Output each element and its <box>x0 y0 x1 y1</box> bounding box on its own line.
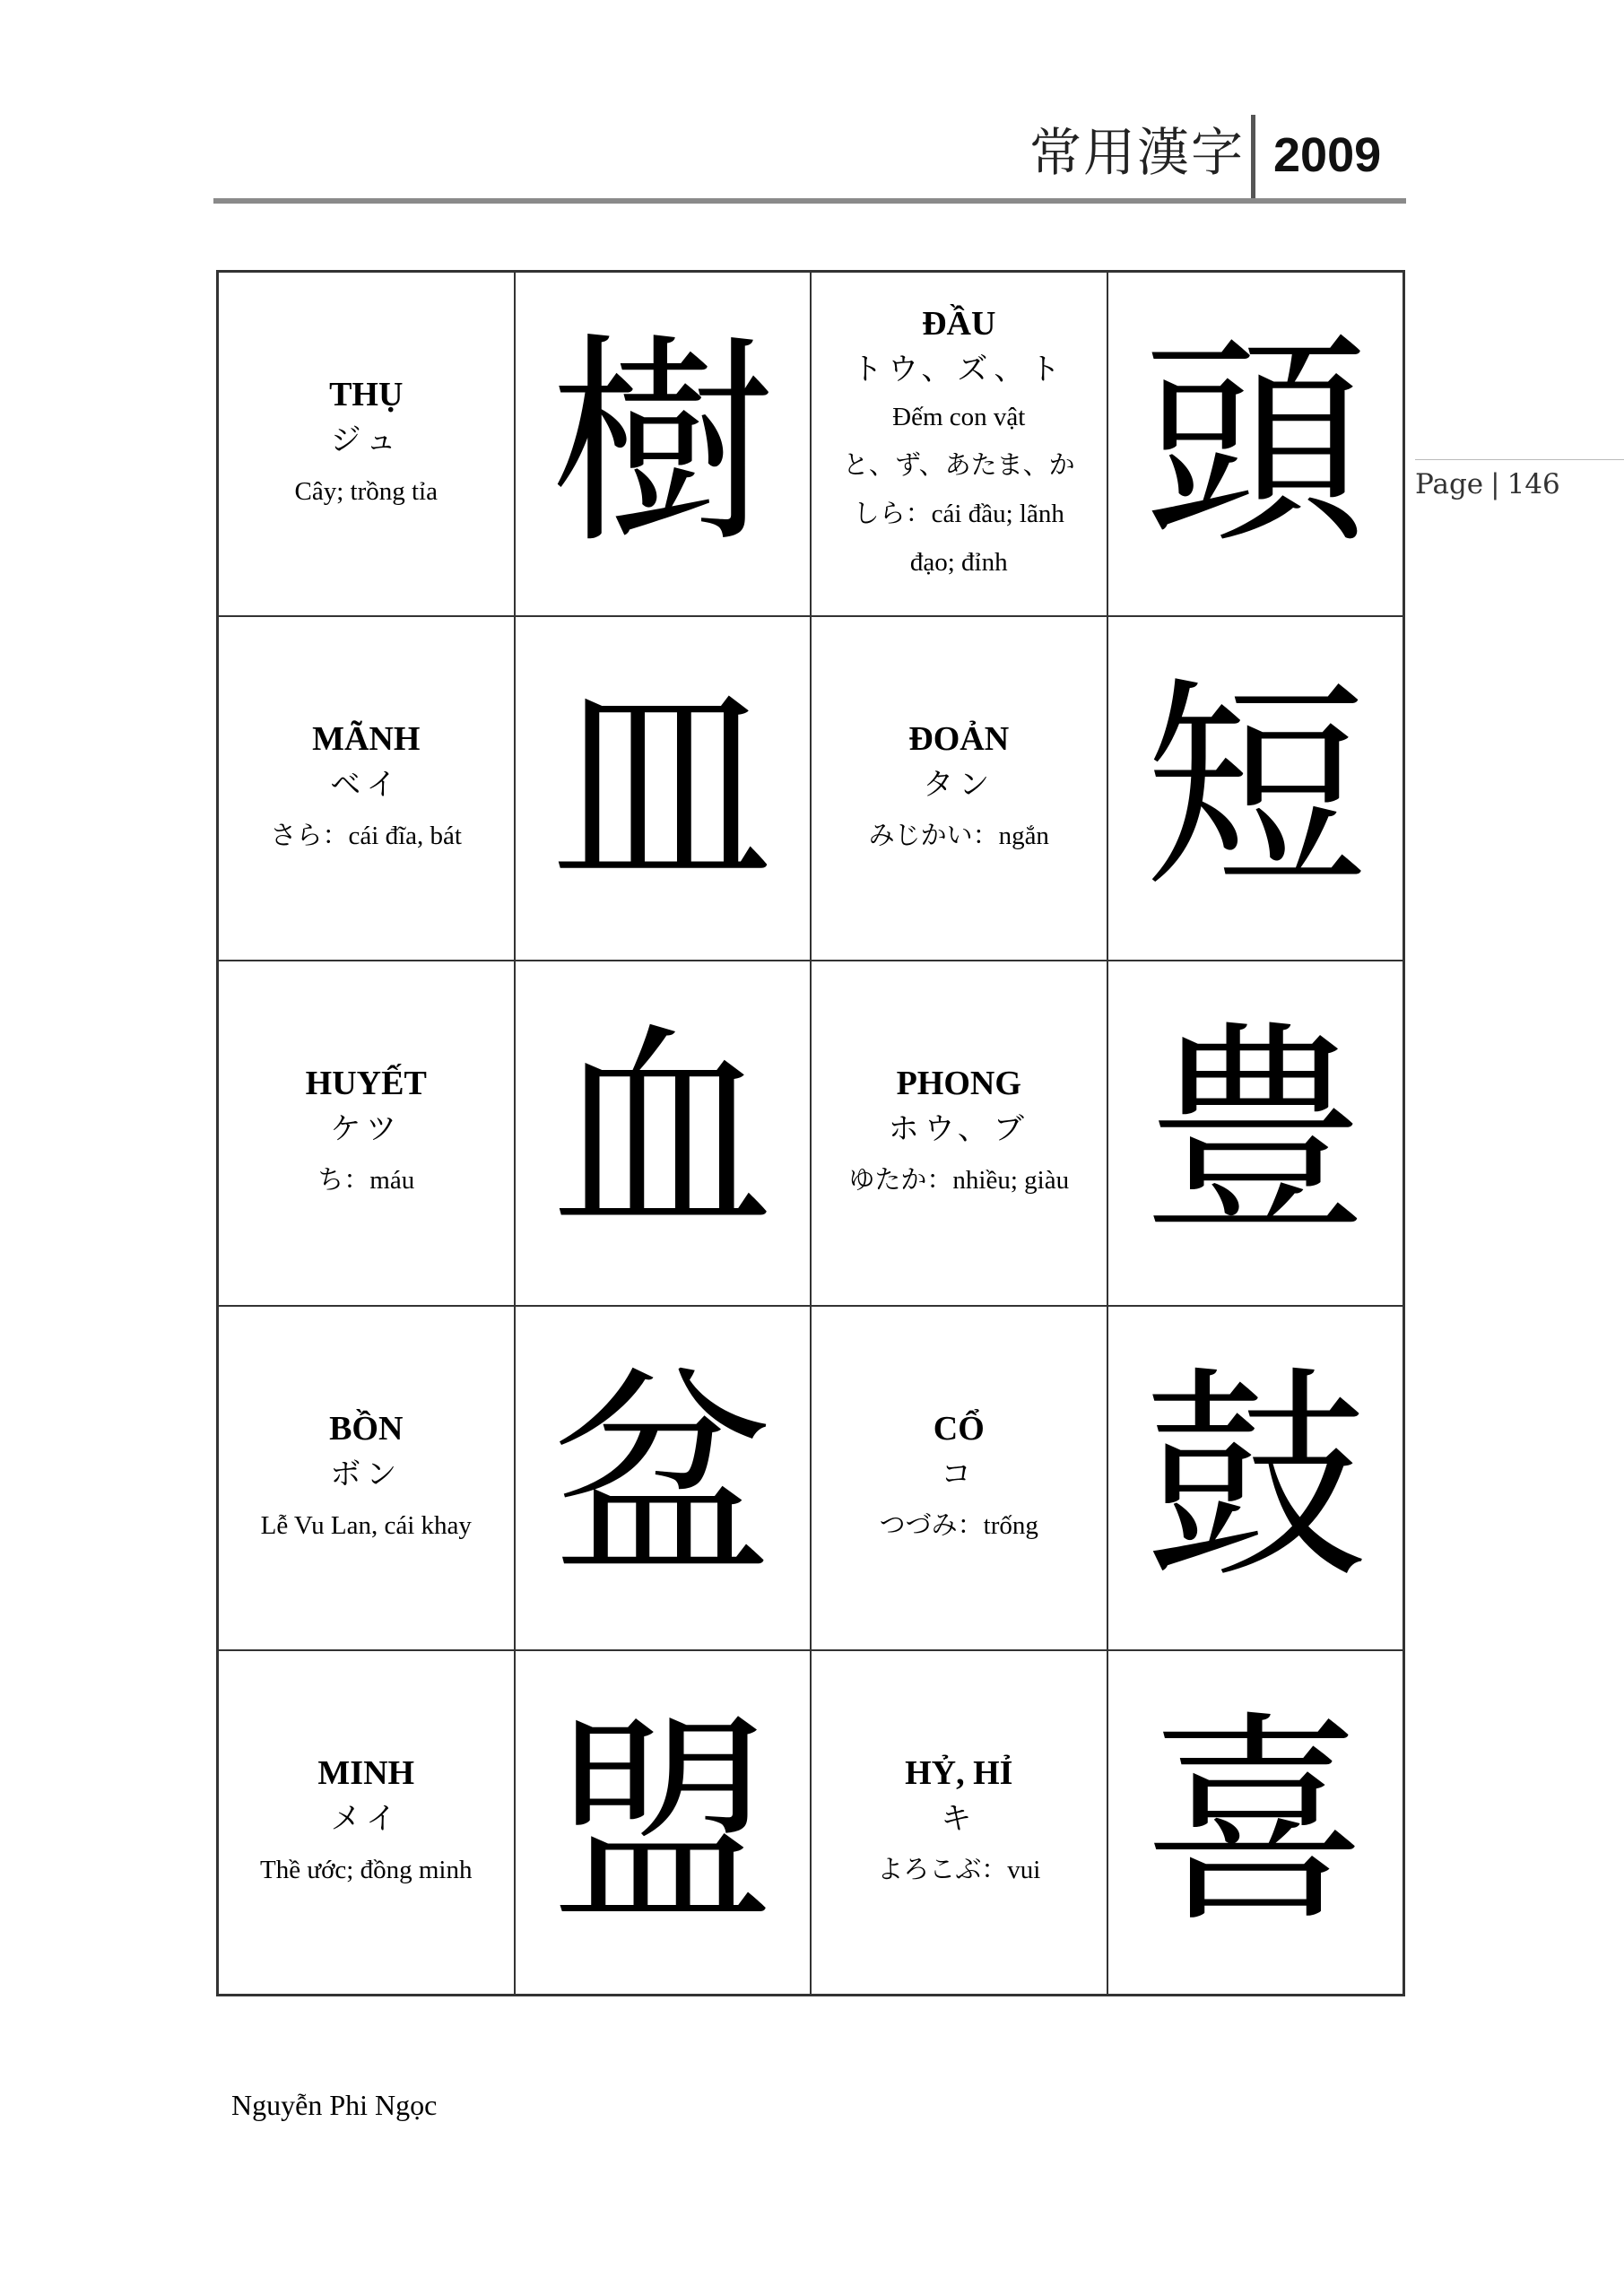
meaning-line: しら：cái đầu; lãnh <box>853 500 1064 529</box>
sino-vietnamese-reading: ĐOẢN <box>908 720 1010 759</box>
page-number <box>1415 466 1560 502</box>
onyomi-reading: ベイ <box>330 767 403 804</box>
kanji-info-cell <box>811 616 1107 961</box>
kanji-glyph-cell <box>1107 1306 1404 1650</box>
kanji-info-cell <box>811 272 1107 616</box>
onyomi-reading: タン <box>923 767 995 804</box>
meaning-line: みじかい：ngắn <box>868 822 1049 851</box>
onyomi-reading: ケツ <box>330 1111 403 1148</box>
kanji-glyph-cell <box>515 616 812 961</box>
sino-vietnamese-reading: PHONG <box>896 1065 1021 1103</box>
onyomi-reading: ホウ、ブ <box>888 1111 1029 1148</box>
page-separator: | <box>1490 468 1500 500</box>
kanji-character: 血 <box>550 1002 775 1264</box>
onyomi-reading: コ <box>941 1456 977 1492</box>
header-rule <box>213 198 1406 204</box>
kanji-grid <box>216 270 1405 1996</box>
sino-vietnamese-reading: BỒN <box>329 1409 404 1448</box>
sino-vietnamese-reading: MINH <box>317 1753 415 1792</box>
page-tab-rule <box>1415 459 1624 460</box>
kanji-info-cell <box>218 1650 515 1995</box>
kanji-character: 豊 <box>1142 1002 1368 1264</box>
meaning-line: つづみ：trống <box>879 1510 1038 1540</box>
kanji-glyph-cell <box>515 1650 812 1995</box>
kanji-character: 盟 <box>550 1691 775 1952</box>
meaning-line: ち：máu <box>317 1166 415 1196</box>
onyomi-reading: メイ <box>330 1800 402 1837</box>
meaning-line: ゆたか：nhiều; giàu <box>848 1166 1070 1196</box>
footer-author: Nguyễn Phi Ngọc <box>231 2089 438 2121</box>
kanji-glyph-cell <box>515 1306 812 1650</box>
page-label: Page <box>1415 468 1484 500</box>
kanji-info-cell <box>218 272 515 616</box>
kanji-glyph-cell <box>1107 616 1404 961</box>
kanji-info-cell <box>218 1306 515 1650</box>
onyomi-reading: ジュ <box>330 422 402 459</box>
kanji-character: 皿 <box>550 657 775 919</box>
kanji-character: 樹 <box>550 313 775 575</box>
kanji-character: 短 <box>1142 657 1368 919</box>
sino-vietnamese-reading: HUYẾT <box>305 1065 427 1103</box>
kanji-character: 頭 <box>1142 313 1368 575</box>
kanji-info-cell <box>811 1306 1107 1650</box>
onyomi-reading: トウ、ズ、ト <box>852 352 1066 388</box>
kanji-glyph-cell <box>515 272 812 616</box>
page-header <box>215 115 1404 201</box>
kanji-character: 喜 <box>1142 1691 1368 1952</box>
kanji-glyph-cell <box>1107 272 1404 616</box>
header-year: 2009 <box>1273 128 1382 182</box>
meaning-line: さら：cái đĩa, bát <box>270 822 462 851</box>
sino-vietnamese-reading: MÃNH <box>312 720 421 759</box>
page-number-value: 146 <box>1507 468 1560 500</box>
sino-vietnamese-reading: ĐẦU <box>922 305 996 344</box>
meaning-line: đạo; đỉnh <box>909 548 1008 578</box>
meaning-line: Đếm con vật <box>892 403 1026 432</box>
kanji-info-cell <box>811 961 1107 1305</box>
kanji-glyph-cell <box>1107 961 1404 1305</box>
header-separator <box>1251 115 1255 201</box>
meaning-line: Lễ Vu Lan, cái khay <box>260 1510 472 1540</box>
kanji-info-cell <box>218 616 515 961</box>
kanji-character: 盆 <box>550 1346 775 1608</box>
meaning-line: Cây; trồng tỉa <box>294 477 438 507</box>
header-title: 常用漢字 <box>1029 122 1245 183</box>
meaning-line: よろこぶ：vui <box>877 1855 1041 1884</box>
sino-vietnamese-reading: THỤ <box>329 376 404 414</box>
kanji-character: 鼓 <box>1142 1346 1368 1608</box>
page-number-tab <box>1415 459 1624 502</box>
kanji-glyph-cell <box>1107 1650 1404 1995</box>
meaning-line: Thề ước; đồng minh <box>260 1855 473 1884</box>
kanji-glyph-cell <box>515 961 812 1305</box>
kanji-info-cell <box>811 1650 1107 1995</box>
meaning-line: と、ず、あたま、か <box>842 451 1075 481</box>
sino-vietnamese-reading: CỔ <box>933 1409 985 1448</box>
onyomi-reading: キ <box>941 1800 977 1837</box>
sino-vietnamese-reading: HỶ, HỈ <box>905 1753 1013 1792</box>
kanji-info-cell <box>218 961 515 1305</box>
onyomi-reading: ボン <box>330 1456 403 1492</box>
